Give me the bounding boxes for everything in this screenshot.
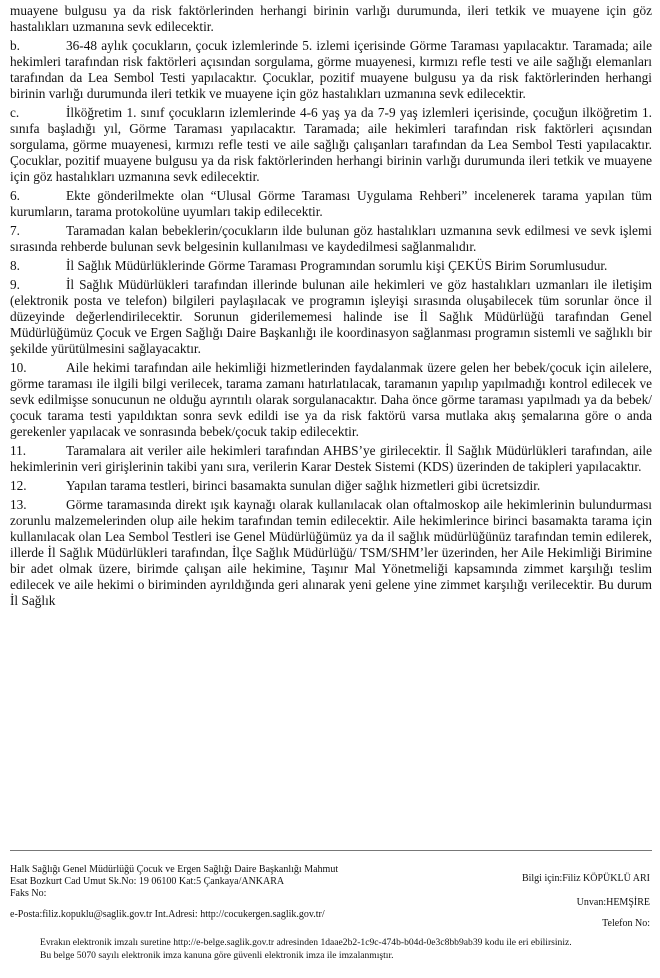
paragraph-7: 7. Taramadan kalan bebeklerin/çocukların ilde bulunan göz hastalıkları uzmanına sevk edilmesi ve sevk işlemi sırasında rehberde bulunan sevk belgesinin kullanılması ve kaydedilmesi sağlanmalıdır. <box>10 223 652 254</box>
item-number: 7. <box>10 223 20 238</box>
address-line: Esat Bozkurt Cad Umut Sk.No: 19 06100 Kat:5 Çankaya/ANKARA <box>10 876 285 887</box>
e-signature-note <box>40 936 572 962</box>
signature-line: Bu belge 5070 sayılı elektronik imza kanuna göre güvenli elektronik imza ile imzalanmıştır. <box>40 950 394 961</box>
item-number: 10. <box>10 360 27 375</box>
item-number: b. <box>10 38 20 53</box>
fax-number: Faks No: <box>10 888 47 899</box>
document-body <box>10 3 652 612</box>
paragraph-13: 13. Görme taramasında direkt ışık kaynağı olarak kullanılacak olan oftalmoskop aile hekimlerinin bulundurması zorunlu malzemelerinden olup aile hekim tarafından temin edilecektir. Aile hekimlerince birinci basamakta tarama için kullanılacak olan Lea Sembol Testleri ise Genel Müdürlüğümüz ya da il sağlık müdürlüğünüz tarafından temin edilerek, illerde İl Sağlık Müdürlükleri tarafından, İlçe Sağlık Müdürlüğü/ TSM/SHM’ler üzerinden, her Aile Hekimliği Birimine bir adet olmak üzere, birimde çalışan aile hekimine, Taşınır Mal Yönetmeliği kapsamında zimmet karşılığı teslim edilecek ve aile hekimi o biriminden ayrıldığında geri alınarak yeni gelene yine zimmet karşılığı verilecektir. Bu durum İl Sağlık <box>10 497 652 608</box>
paragraph-12: 12. Yapılan tarama testleri, birinci basamakta sunulan diğer sağlık hizmetleri gibi ücretsizdir. <box>10 478 541 493</box>
address-line: Halk Sağlığı Genel Müdürlüğü Çocuk ve Ergen Sağlığı Daire Başkanlığı Mahmut <box>10 864 339 875</box>
item-number: 6. <box>10 188 20 203</box>
item-number: 9. <box>10 277 20 292</box>
item-number: 13. <box>10 497 27 512</box>
item-number: 8. <box>10 258 20 273</box>
paragraph-8: 8. İl Sağlık Müdürlüklerinde Görme Taraması Programından sorumlu kişi ÇEKÜS Birim Sorumlusudur. <box>10 258 608 273</box>
footer-email: e-Posta:filiz.kopuklu@saglik.gov.tr Int.Adresi: http://cocukergen.saglik.gov.tr/ <box>10 909 325 920</box>
paragraph-b: b. 36-48 aylık çocukların, çocuk izlemlerinde 5. izlemi içerisinde Görme Taraması yapılacaktır. Taramada; aile hekimleri tarafından risk faktörleri açısından sorgulama, görme muayenesi, kırmızı refle testi ve aile sağlığı elemanları tarafından da Lea Sembol Testi yapılacaktır. Çocuklar, pozitif muayene bulgusu ya da risk faktörlerinden herhangi birinin varlığı durumunda ileri tetkik ve muayene için göz hastalıkları uzmanına sevk edilecektir. <box>10 38 652 101</box>
contact-phone: Telefon No: <box>602 918 650 929</box>
paragraph-6: 6. Ekte gönderilmekte olan “Ulusal Görme Taraması Uygulama Rehberi” incelenerek tarama yapılan tüm kurumların, tarama protokolüne uyumları takip edilecektir. <box>10 188 652 219</box>
item-number: c. <box>10 105 20 120</box>
item-number: 11. <box>10 443 27 458</box>
verification-line: Evrakın elektronik imzalı suretine http://e-belge.saglik.gov.tr adresinden 1daae2b2-1c9c-474b-b04d-0e3c8bb9ab39 kodu ile eri ebilirsiniz. <box>40 937 572 948</box>
paragraph-10: 10. Aile hekimi tarafından aile hekimliği hizmetlerinden faydalanmak üzere gelen her bebek/çocuk için ailelere, görme taraması ile ilgili bilgi verilecek, tarama zamanı hatırlatılacak, taramanın yapılıp yapılmadığı kontrol edilecek ve sevk edilmişse sonucunun ne olduğu ayrıntılı olarak sorgulanacaktır. Daha önce görme taraması yapılmadı ya da bebek/çocuk tarama testi yapıldıktan sonra sevk edildi ise ya da risk faktörü varsa mutlaka akış şemalarına göre o anda gerekenler yapılacak ve sonrasında bebek/çocuk takip edilecektir. <box>10 360 652 439</box>
paragraph-c: c. İlköğretim 1. sınıf çocukların izlemlerinde 4-6 yaş ya da 7-9 yaş izlemleri içerisinde, çocuğun ilköğretim 1. sınıfa başladığı yıl, Görme Taraması yapılacaktır. Taramada; aile hekimleri tarafından risk faktörleri açısından sorgulama, görme muayenesi, kırmızı refle testi ve aile sağlığı çalışanları tarafından da Lea Sembol Testi yapılacaktır. Çocuklar, pozitif muayene bulgusu ya da risk faktörlerinden herhangi birinin varlığı durumunda ileri tetkik ve muayene için göz hastalıkları uzmanına sevk edilecektir. <box>10 105 652 184</box>
footer-address <box>10 864 338 900</box>
paragraph-continuation: muayene bulgusu ya da risk faktörlerinden herhangi birinin varlığı durumunda, ileri tetkik ve muayene için göz hastalıkları uzmanına sevk edilecektir. <box>10 3 652 34</box>
contact-person: Bilgi için:Filiz KÖPÜKLÜ ARI <box>521 873 650 884</box>
contact-title: Unvan:HEMŞİRE <box>576 897 650 908</box>
paragraph-11: 11. Taramalara ait veriler aile hekimleri tarafından AHBS’ye girilecektir. İl Sağlık Müdürlükleri tarafından, aile hekimlerinin veri girişlerinin takibi yanı sıra, verilerin Karar Destek Sistemi (KDS) üzerinden de takipleri yapılacaktır. <box>10 443 652 474</box>
item-number: 12. <box>10 478 27 493</box>
footer-divider <box>10 850 652 851</box>
paragraph-9: 9. İl Sağlık Müdürlükleri tarafından illerinde bulunan aile hekimleri ve göz hastalıkları uzmanları ile iletişim (elektronik posta ve telefon) bilgileri paylaşılacak ve programın işleyişi sırasında oluşabilecek tüm sorunlar önce il düzeyinde değerlendirilecektir. Sorunun giderilememesi halinde ise İl Sağlık Müdürlüğü tarafından Genel Müdürlüğümüz Çocuk ve Ergen Sağlığı Daire Başkanlığı ile koordinasyon sağlanması programın sistemli ve sağlıklı bir şekilde yürütülmesini sağlayacaktır. <box>10 277 652 356</box>
